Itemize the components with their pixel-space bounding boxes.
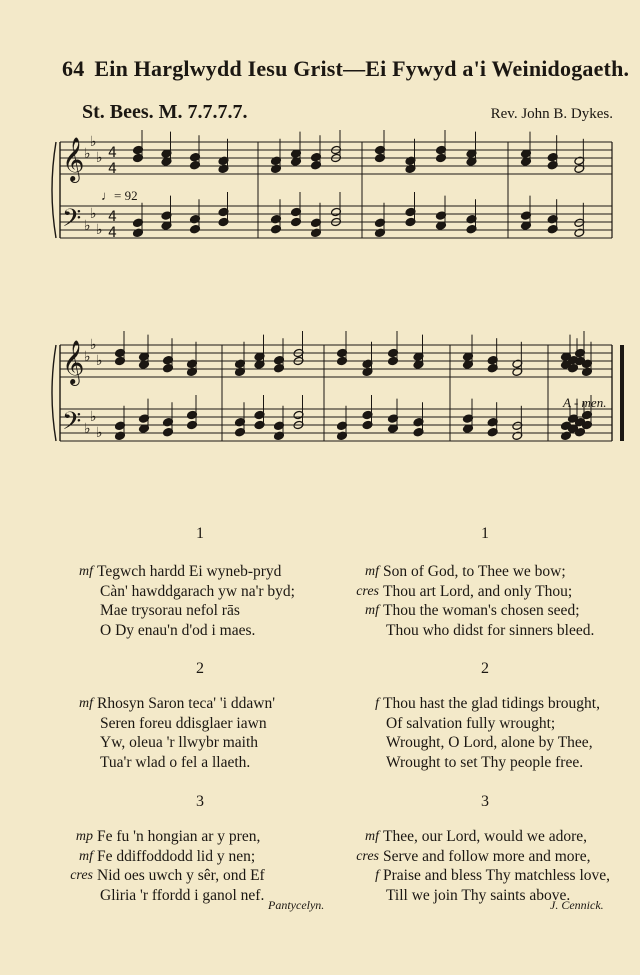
verse-line-text: Thou the woman's chosen seed;	[383, 602, 580, 619]
verse-line	[356, 582, 594, 602]
final-barline	[620, 345, 624, 441]
dynamic-marking: mf	[365, 829, 379, 844]
verse-line-text: Yw, oleua 'r llwybr maith	[100, 734, 259, 751]
welsh-verse-number: 1	[196, 525, 204, 542]
verse-line	[75, 827, 265, 847]
dynamic-marking: mf	[79, 848, 93, 864]
amen-text: A - men.	[563, 395, 607, 410]
verse-line	[365, 827, 610, 847]
hymn-title	[62, 56, 629, 82]
verse-line-text: Seren foreu ddisglaer iawn	[100, 714, 267, 732]
welsh-verse-number: 3	[196, 793, 204, 810]
verse-line	[383, 733, 600, 753]
flat-icon: ♭	[84, 349, 91, 365]
verse-line-text: Serve and follow more and more,	[383, 847, 591, 865]
verse-line	[97, 753, 275, 773]
verse-line-text: Wrought to set Thy people free.	[386, 753, 584, 771]
verse-line	[356, 847, 610, 867]
welsh-stanza	[70, 827, 265, 905]
bass-clef-icon: 𝄢	[62, 407, 82, 442]
verse-line	[97, 582, 295, 602]
time-signature: 4	[108, 145, 117, 161]
verse-line	[365, 601, 594, 621]
welsh-verse-number: 2	[196, 660, 204, 677]
english-verse-number: 2	[481, 660, 489, 677]
verse-line	[79, 694, 275, 714]
verse-line	[97, 733, 275, 753]
verse-line-text: Rhosyn Saron teca' 'i ddawn'	[97, 695, 275, 712]
verse-line-text: Fe fu 'n hongian ar y pren,	[97, 828, 261, 845]
english-stanza	[356, 827, 611, 905]
music-system-1	[0, 130, 640, 280]
flat-icon: ♭	[90, 337, 97, 353]
welsh-stanza	[79, 694, 275, 772]
dynamic-marking: mf	[365, 564, 379, 579]
verse-line-text: Tua'r wlad o fel a llaeth.	[100, 753, 251, 771]
dynamic-marking: f	[375, 868, 379, 883]
flat-icon: ♭	[96, 222, 103, 238]
verse-line	[97, 601, 295, 621]
flat-icon: ♭	[90, 134, 97, 150]
dynamic-marking: mf	[79, 564, 93, 579]
verse-line	[365, 562, 594, 582]
dynamic-marking: mf	[365, 603, 379, 618]
verse-line-text: Thou art Lord, and only Thou;	[383, 582, 573, 600]
verse-line	[79, 847, 265, 867]
dynamic-marking: mp	[75, 829, 93, 844]
flat-icon: ♭	[84, 146, 91, 162]
english-stanza	[375, 694, 600, 772]
verse-line-text: Of salvation fully wrought;	[386, 714, 556, 732]
composer-name: Rev. John B. Dykes.	[490, 106, 613, 122]
verse-line	[97, 714, 275, 734]
flat-icon: ♭	[84, 218, 91, 234]
verse-line-text: Thou hast the glad tidings brought,	[383, 695, 600, 712]
verse-line-text: Wrought, O Lord, alone by Thee,	[386, 734, 593, 751]
verse-line	[375, 866, 611, 886]
verse-line	[383, 621, 594, 641]
bass-clef-icon: 𝄢	[62, 204, 82, 239]
english-stanza	[356, 562, 595, 640]
flat-icon: ♭	[96, 425, 103, 441]
welsh-stanza	[79, 562, 295, 640]
flat-icon: ♭	[96, 353, 103, 369]
verse-line-text: Thee, our Lord, would we adore,	[383, 828, 588, 845]
treble-clef-icon: 𝄞	[62, 340, 85, 384]
verse-line-text: Till we join Thy saints above.	[386, 886, 571, 904]
flat-icon: ♭	[84, 421, 91, 437]
tune-name: St. Bees. M. 7.7.7.7.	[82, 101, 248, 123]
english-verse-number: 1	[481, 525, 489, 542]
verse-line-text: Tegwch hardd Ei wyneb-pryd	[97, 563, 282, 580]
hymn-title-text: Ein Harglwydd Iesu Grist—Ei Fywyd a'i Weinidogaeth.	[94, 56, 630, 81]
verse-line-text: Càn' hawddgarach yw na'r byd;	[100, 582, 295, 600]
treble-clef-icon: 𝄞	[62, 137, 85, 181]
english-verse-number: 3	[481, 793, 489, 810]
verse-line-text: Gliria 'r ffordd i ganol nef.	[100, 886, 265, 904]
english-author: J. Cennick.	[550, 898, 604, 912]
flat-icon: ♭	[90, 409, 97, 425]
verse-line	[70, 866, 265, 886]
verse-line-text: Nid oes uwch y sêr, ond Ef	[97, 867, 265, 884]
verse-line	[97, 621, 295, 641]
time-signature: 4	[108, 209, 117, 225]
tempo-marking: ♩= 92	[101, 188, 138, 203]
dynamic-marking: cres	[356, 583, 379, 599]
flat-icon: ♭	[96, 150, 103, 166]
verse-line-text: Thou who didst for sinners bleed.	[386, 621, 595, 639]
time-signature: 4	[108, 225, 117, 241]
welsh-author: Pantycelyn.	[268, 898, 325, 912]
system-brace	[52, 142, 56, 238]
hymn-number: 64	[62, 56, 85, 81]
dynamic-marking: cres	[70, 868, 93, 883]
verse-line	[79, 562, 295, 582]
verse-line-text: Praise and bless Thy matchless love,	[383, 867, 611, 884]
verse-line-text: O Dy enau'n d'od i maes.	[100, 621, 256, 639]
verse-line	[383, 714, 600, 734]
time-signature: 4	[108, 161, 117, 177]
music-system-2	[0, 325, 640, 485]
verse-line	[97, 886, 265, 906]
dynamic-marking: cres	[356, 848, 379, 864]
verse-line	[383, 753, 600, 773]
verse-line-text: Son of God, to Thee we bow;	[383, 563, 566, 580]
verse-line	[375, 694, 600, 714]
verse-line-text: Fe ddiffoddodd lid y nen;	[97, 847, 256, 865]
verse-line-text: Mae trysorau nefol rās	[100, 602, 240, 619]
system-brace	[52, 345, 56, 441]
flat-icon: ♭	[90, 206, 97, 222]
quarter-note-icon: ♩	[101, 188, 114, 203]
dynamic-marking: f	[375, 696, 379, 711]
dynamic-marking: mf	[79, 696, 93, 711]
